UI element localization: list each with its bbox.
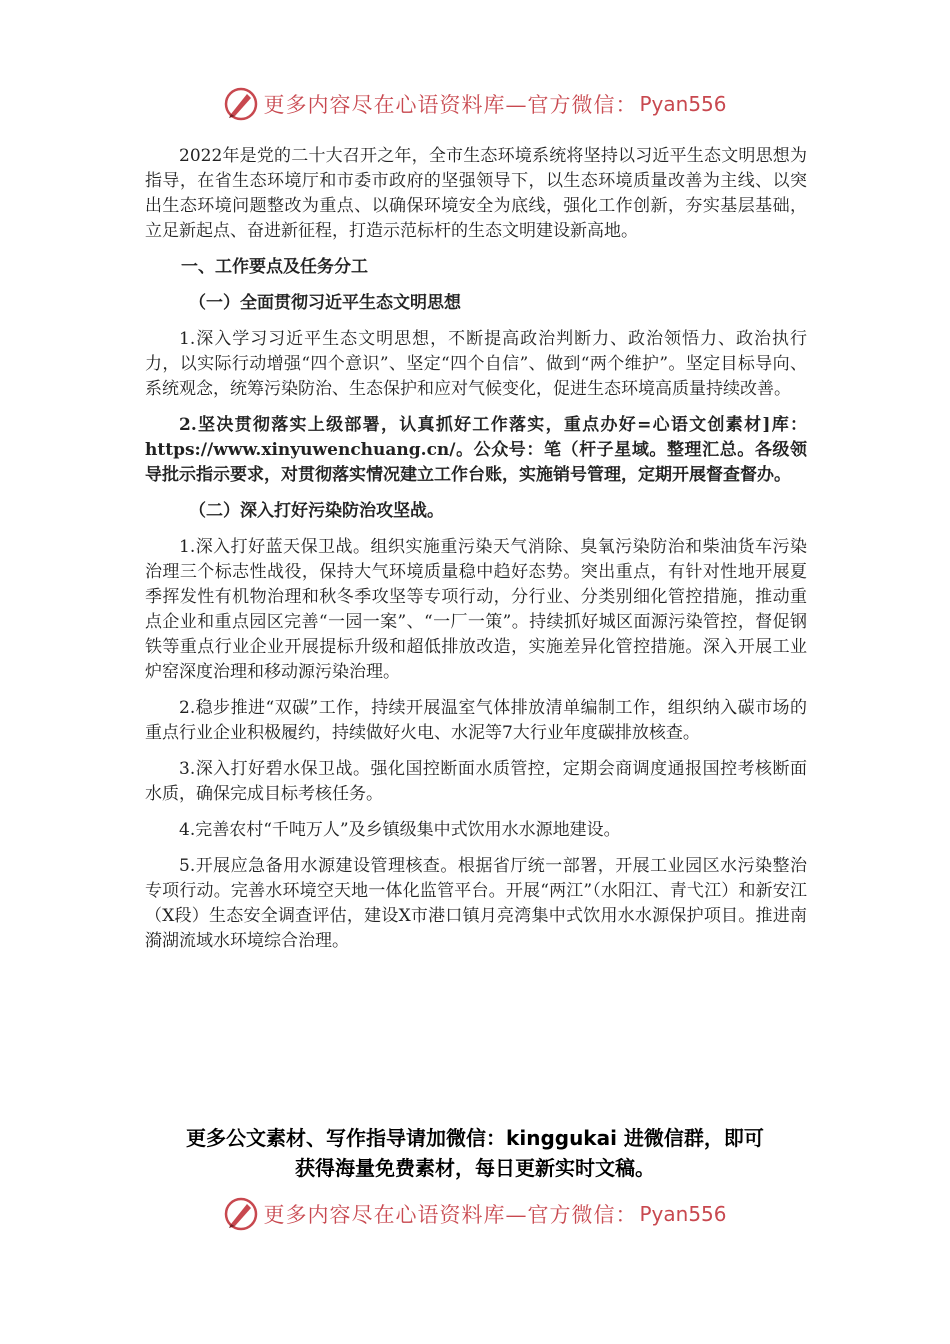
pen-logo-icon [223, 86, 259, 122]
footer-banner [0, 1194, 950, 1234]
sub2-item-3: 3.深入打好碧水保卫战。强化国控断面水质管控，定期会商调度通报国控考核断面水质，确保完成目标考核任务。 [145, 759, 807, 804]
promo-line-1: 更多公文素材、写作指导请加微信：kinggukai 进微信群，即可 [186, 1126, 764, 1150]
footer-banner-text: 更多内容尽在心语资料库—官方微信： [263, 1203, 638, 1227]
sub2-item-1: 1.深入打好蓝天保卫战。组织实施重污染天气消除、臭氧污染防治和柴油货车污染治理三个标志性战役，保持大气环境质量稳中趋好态势。突出重点，有针对性地开展夏季挥发性有机物治理和秋冬季攻坚等专项行动，分行业、分类别细化管控措施，推动重点企业和重点园区完善“一园一案”、“一厂一策”。持续抓好城区面源污染管控，督促钢铁等重点行业企业开展提标升级和超低排放改造，实施差异化管控措施。深入开展工业炉窑深度治理和移动源污染治理。 [145, 537, 807, 682]
subsection-title-2: （二）深入打好污染防治攻坚战。 [189, 501, 444, 521]
promo-line-2: 获得海量免费素材，每日更新实时文稿。 [295, 1156, 655, 1180]
sub1-item-1: 1.深入学习习近平生态文明思想，不断提高政治判断力、政治领悟力、政治执行力，以实际行动增强“四个意识”、坚定“四个自信”、做到“两个维护”。坚定目标导向、系统观念，统筹污染防治、生态保护和应对气候变化，促进生态环境高质量持续改善。 [145, 329, 807, 399]
pen-logo-icon [223, 1196, 259, 1232]
header-banner-handle: Pyan556 [639, 92, 727, 116]
subsection-title-1: （一）全面贯彻习近平生态文明思想 [189, 293, 461, 313]
sub1-item-2: 2.坚决贯彻落实上级部署，认真抓好工作落实，重点办好=心语文创素材]库：https://www.xinyuwenchuang.cn/。公众号：笔（杆子星域。整理汇总。各级领导批示指示要求，对贯彻落实情况建立工作台账，实施销号管理，定期开展督查督办。 [145, 415, 807, 485]
footer-banner-handle: Pyan556 [639, 1202, 727, 1226]
document-body [145, 144, 807, 965]
header-banner-text: 更多内容尽在心语资料库—官方微信： [263, 93, 638, 117]
sub2-item-2: 2.稳步推进“双碳”工作，持续开展温室气体排放清单编制工作，组织纳入碳市场的重点行业企业积极履约，持续做好火电、水泥等7大行业年度碳排放核查。 [145, 698, 807, 743]
sub2-item-4: 4.完善农村“千吨万人”及乡镇级集中式饮用水水源地建设。 [179, 820, 621, 840]
promo-notice [130, 1123, 820, 1183]
header-banner [0, 84, 950, 124]
section-title: 一、工作要点及任务分工 [181, 257, 368, 277]
sub2-item-5: 5.开展应急备用水源建设管理核查。根据省厅统一部署，开展工业园区水污染整治专项行动。完善水环境空天地一体化监管平台。开展“两江”（水阳江、青弋江）和新安江（X段）生态安全调查评估，建设X市港口镇月亮湾集中式饮用水水源保护项目。推进南漪湖流域水环境综合治理。 [145, 856, 807, 951]
intro-paragraph: 2022年是党的二十大召开之年，全市生态环境系统将坚持以习近平生态文明思想为指导，在省生态环境厅和市委市政府的坚强领导下，以生态环境质量改善为主线、以突出生态环境问题整改为重点、以确保环境安全为底线，强化工作创新，夯实基层基础，立足新起点、奋进新征程，打造示范标杆的生态文明建设新高地。 [145, 146, 807, 241]
